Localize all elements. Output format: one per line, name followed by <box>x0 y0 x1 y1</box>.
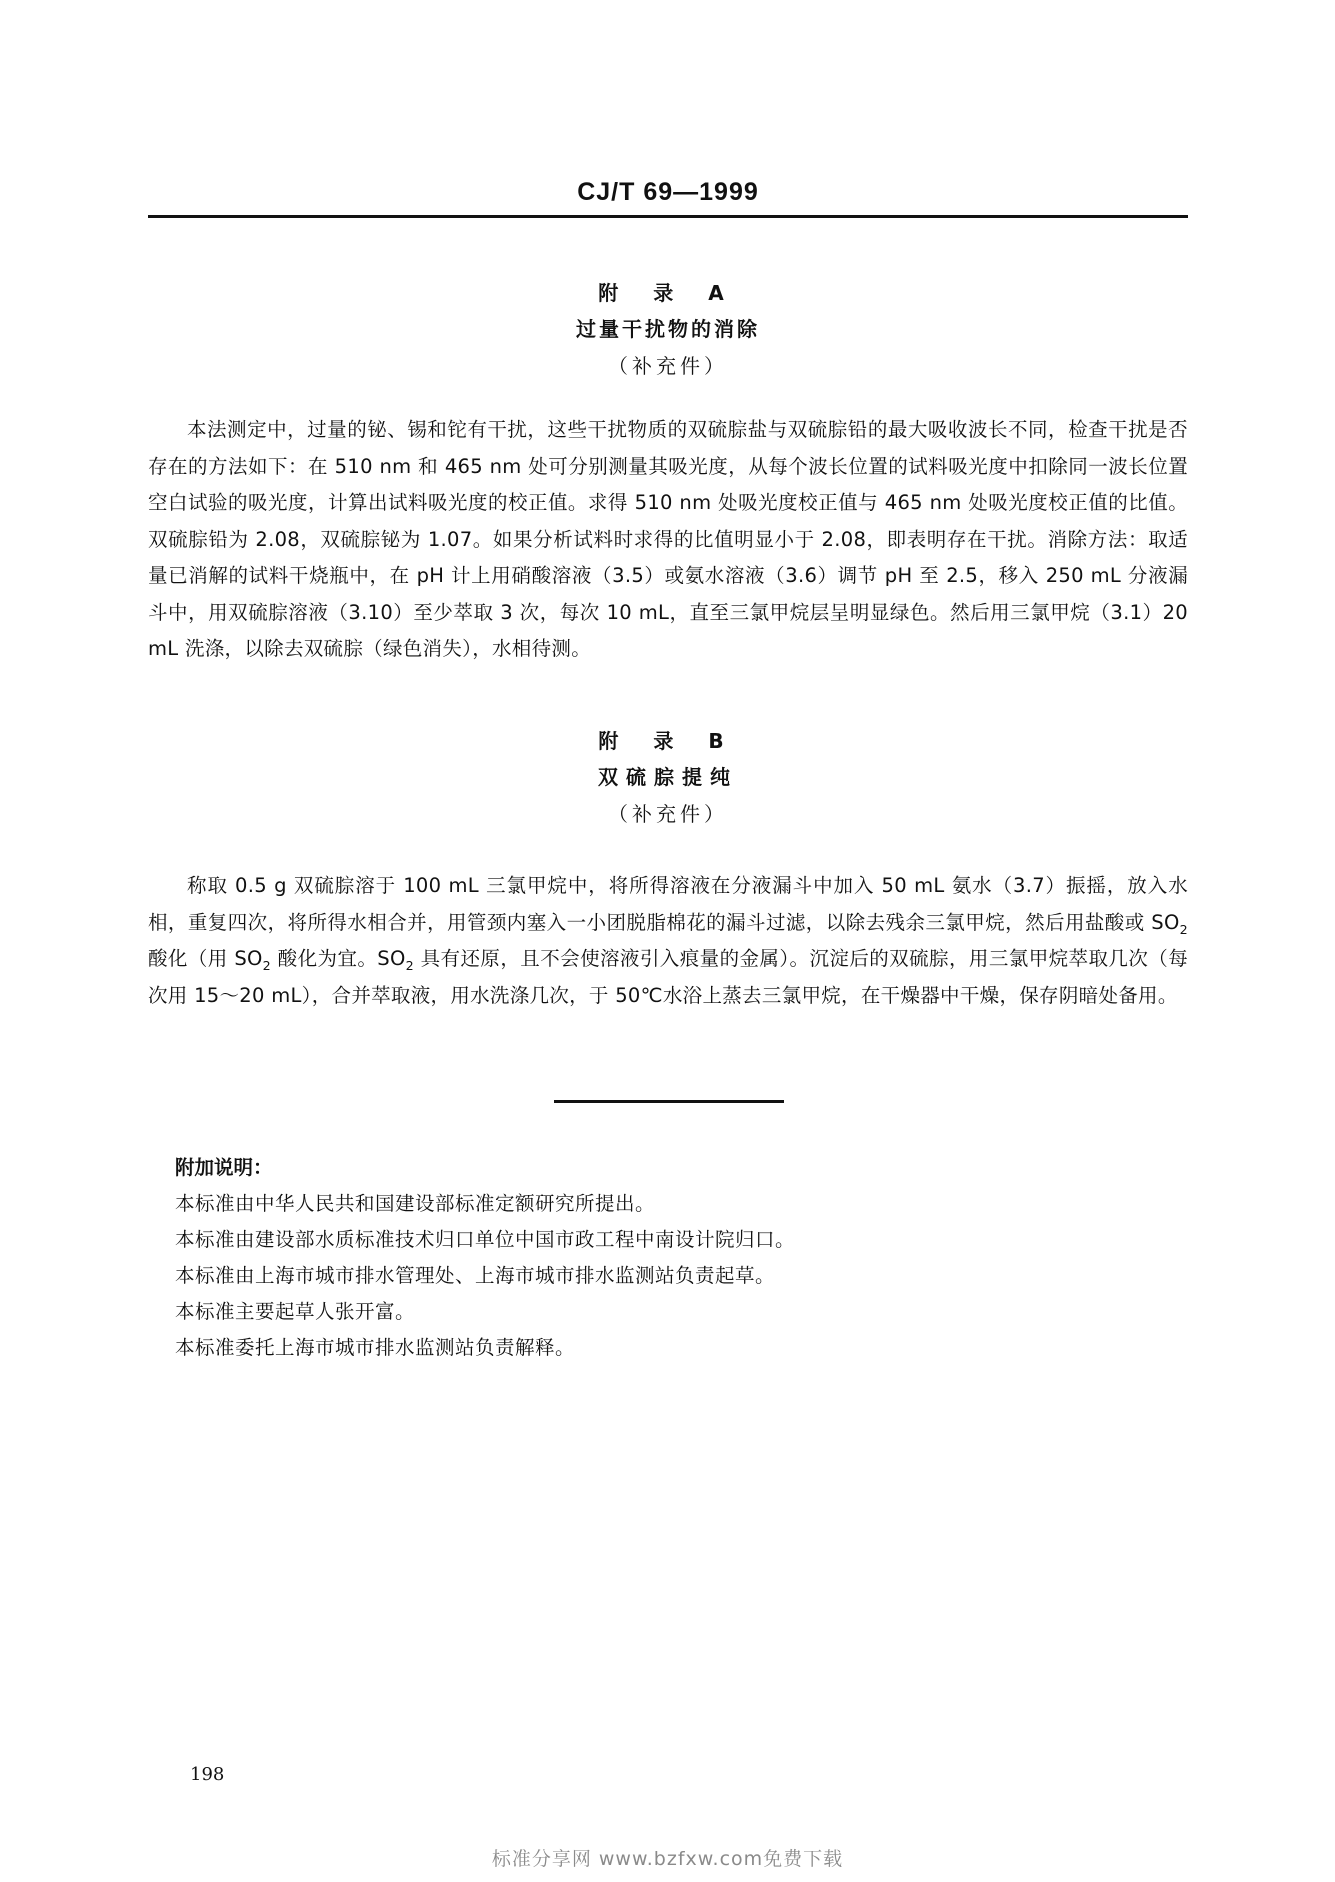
appendix-a-body: 本法测定中，过量的铋、锡和铊有干扰，这些干扰物质的双硫腙盐与双硫腙铅的最大吸收波长不同，检查干扰是否存在的方法如下：在 510 nm 和 465 nm 处可分别测量其吸光度，从每个波长位置的试料吸光度中扣除同一波长位置空白试验的吸光度，计算出试料吸光度的校正值。求得 510 nm 处吸光度校正值与 465 nm 处吸光度校正值的比值。双硫腙铅为 2.08，双硫腙铋为 1.07。如果分析试料时求得的比值明显小于 2.08，即表明存在干扰。消除方法：取适量已消解的试料干烧瓶中，在 pH 计上用硝酸溶液（3.5）或氨水溶液（3.6）调节 pH 至 2.5，移入 250 mL 分液漏斗中，用双硫腙溶液（3.10）至少萃取 3 次，每次 10 mL，直至三氯甲烷层呈明显绿色。然后用三氯甲烷（3.1）20 mL 洗涤，以除去双硫腙（绿色消失），水相待测。 <box>148 418 1188 660</box>
appendix-b-body-text-3: 酸化为宜。SO <box>271 947 406 970</box>
header-rule <box>148 215 1188 218</box>
appendix-b-note: （补充件） <box>608 802 728 826</box>
document-code-header: CJ/T 69—1999 <box>577 178 759 206</box>
section-divider <box>554 1100 784 1103</box>
note-line: 本标准由上海市城市排水管理处、上海市城市排水监测站负责起草。 <box>175 1264 776 1287</box>
subscript-2: 2 <box>405 957 414 973</box>
appendix-b-body-text-2: 酸化（用 SO <box>148 947 263 970</box>
appendix-b-body-text-1: 称取 0.5 g 双硫腙溶于 100 mL 三氯甲烷中，将所得溶液在分液漏斗中加入 50 mL 氨水（3.7）振摇，放入水相，重复四次，将所得水相合并，用管颈内塞入一小团脱脂棉花的漏斗过滤，以除去残余三氯甲烷，然后用盐酸或 SO <box>148 874 1188 934</box>
additional-notes <box>175 1150 1135 1366</box>
appendix-a-heading <box>148 276 1188 384</box>
subscript-2: 2 <box>262 957 272 973</box>
appendix-b-title: 双硫腙提纯 <box>598 765 738 789</box>
appendix-a-label: 附 录 A <box>598 281 738 305</box>
note-line: 本标准委托上海市城市排水监测站负责解释。 <box>175 1336 576 1359</box>
appendix-b-body <box>148 868 1188 1014</box>
note-line: 本标准主要起草人张开富。 <box>175 1300 416 1323</box>
subscript-2: 2 <box>1179 921 1188 937</box>
note-line: 本标准由建设部水质标准技术归口单位中国市政工程中南设计院归口。 <box>175 1228 796 1251</box>
watermark-footer: 标准分享网 www.bzfxw.com免费下载 <box>491 1848 844 1870</box>
appendix-b-body-text-4: 具有还原，且不会使溶液引入痕量的金属）。沉淀后的双硫腙，用三氯甲烷萃取几次（每次用 15～20 mL），合并萃取液，用水洗涤几次，于 50℃水浴上蒸去三氯甲烷，在干燥器中干燥，保存阴暗处备用。 <box>148 947 1188 1007</box>
appendix-a-note: （补充件） <box>608 354 728 378</box>
appendix-b-heading <box>148 724 1188 832</box>
appendix-a-title: 过量干扰物的消除 <box>576 317 760 341</box>
appendix-b-label: 附 录 B <box>598 729 738 753</box>
additional-notes-title: 附加说明： <box>175 1156 273 1179</box>
note-line: 本标准由中华人民共和国建设部标准定额研究所提出。 <box>175 1192 656 1215</box>
page-number: 198 <box>190 1764 225 1785</box>
